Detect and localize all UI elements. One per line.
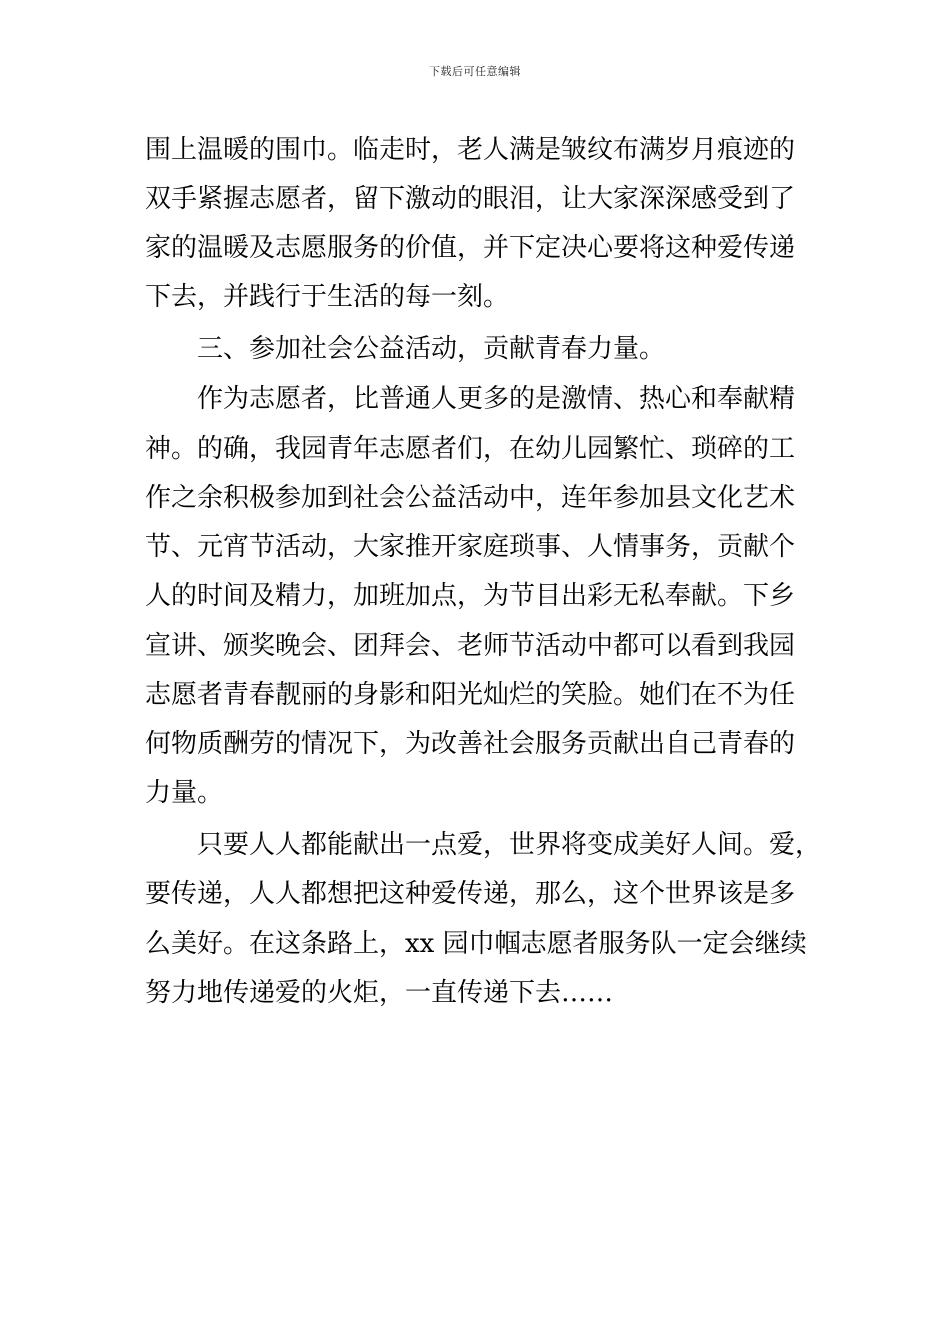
text-line: 围上温暖的围巾。临走时，老人满是皱纹布满岁月痕迹的 xyxy=(145,135,796,165)
text-line: 何物质酬劳的情况下，为改善社会服务贡献出自己青春的 xyxy=(145,729,796,759)
text-line: 作之余积极参加到社会公益活动中，连年参加县文化艺术 xyxy=(145,483,796,513)
text-line: 家的温暖及志愿服务的价值，并下定决心要将这种爱传递 xyxy=(145,233,796,263)
text-line: 下去，并践行于生活的每一刻。 xyxy=(145,282,510,312)
text-line: 努力地传递爱的火炬，一直传递下去…… xyxy=(145,978,614,1008)
text-line: 宣讲、颁奖晚会、团拜会、老师节活动中都可以看到我园 xyxy=(145,631,796,661)
text-line: 节、元宵节活动，大家推开家庭琐事、人情事务，贡献个 xyxy=(145,532,796,562)
page-header: 下载后可任意编辑 xyxy=(429,65,521,78)
text-line: 人的时间及精力，加班加点，为节目出彩无私奉献。下乡 xyxy=(145,581,796,611)
text-line: 要传递，人人都想把这种爱传递，那么，这个世界该是多 xyxy=(145,879,796,909)
text-line: 作为志愿者，比普通人更多的是激情、热心和奉献精 xyxy=(197,384,796,414)
text-line: 双手紧握志愿者，留下激动的眼泪，让大家深深感受到了 xyxy=(145,184,796,214)
text-line: 志愿者青春靓丽的身影和阳光灿烂的笑脸。她们在不为任 xyxy=(145,680,796,710)
text-line: 力量。 xyxy=(145,778,224,808)
text-line: 只要人人都能献出一点爱，世界将变成美好人间。爱， xyxy=(197,830,822,860)
text-line: 么美好。在这条路上，xx 园巾帼志愿者服务队一定会继续 xyxy=(145,929,807,959)
section-heading: 三、参加社会公益活动，贡献青春力量。 xyxy=(197,334,666,364)
text-line: 神。的确，我园青年志愿者们，在幼儿园繁忙、琐碎的工 xyxy=(145,434,796,464)
